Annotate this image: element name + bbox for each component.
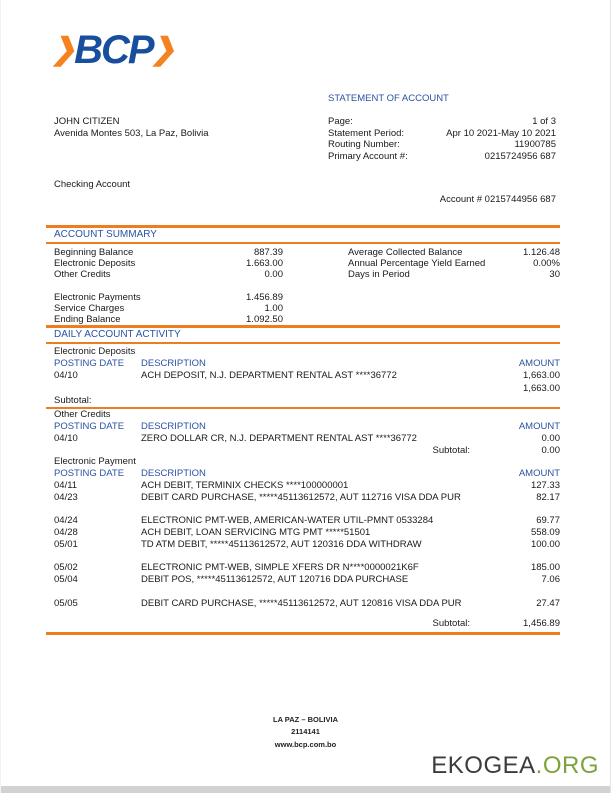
account-number-line: Account # 0215744956 687	[439, 194, 556, 205]
table-row	[54, 515, 560, 527]
cell-date: 04/11	[54, 479, 78, 491]
summary-row	[54, 314, 283, 325]
summary-right-column	[348, 247, 560, 281]
watermark-tld: .ORG	[535, 752, 599, 779]
table-row	[54, 539, 560, 551]
bcp-logo	[51, 30, 176, 70]
daily-activity-title: DAILY ACCOUNT ACTIVITY	[54, 329, 181, 340]
cell-description: ELECTRONIC PMT-WEB, AMERICAN-WATER UTIL-PMNT 0533284	[141, 515, 434, 527]
summary-label: Electronic Deposits	[54, 258, 136, 270]
field-label: Statement Period:	[328, 127, 405, 139]
total-amount-row	[54, 383, 560, 395]
cell-amount: 1,663.00	[523, 369, 560, 381]
footer-city: LA PAZ – BOLIVIA	[272, 715, 338, 724]
table-header-row	[54, 421, 560, 433]
footer-phone: 2114141	[291, 727, 320, 737]
chevron-left-icon: ❯	[51, 33, 77, 66]
electronic-deposits-label: Electronic Deposits	[54, 346, 136, 357]
electronic-payment-label: Electronic Payment	[54, 456, 136, 468]
cell-date	[54, 383, 141, 395]
summary-left-column	[54, 247, 283, 325]
subtotal-label: Subtotal:	[432, 444, 470, 456]
statement-content	[46, 225, 560, 635]
summary-value: 0.00	[264, 269, 283, 281]
subtotal-label: Subtotal:	[432, 617, 470, 629]
statement-field-period	[328, 128, 556, 140]
cell-description: TD ATM DEBIT, *****45113612572, AUT 120316 DDA WITHDRAW	[141, 538, 422, 550]
table-header-row	[54, 358, 560, 370]
summary-value: 1.00	[264, 302, 283, 314]
ekogea-watermark	[431, 752, 599, 780]
cell-description: ZERO DOLLAR CR, N.J. DEPARTMENT RENTAL AST ****36772	[141, 432, 417, 444]
cell-date: 04/10	[54, 432, 78, 444]
field-label: Primary Account #:	[328, 150, 408, 162]
summary-row	[348, 269, 560, 280]
summary-value: 1.663.00	[246, 258, 283, 270]
cell-date: 05/04	[54, 574, 78, 586]
field-value: 1 of 3	[532, 116, 556, 127]
cell-date: 04/10	[54, 369, 78, 381]
summary-label: Service Charges	[54, 302, 125, 314]
summary-row	[348, 247, 560, 258]
cell-description: ACH DEBIT, LOAN SERVICING MTG PMT *****51501	[141, 527, 371, 539]
customer-block	[54, 116, 209, 139]
statement-title: STATEMENT OF ACCOUNT	[328, 93, 449, 104]
cell-description: DEBIT CARD PURCHASE, *****45113612572, AUT 112716 VISA DDA PUR	[141, 491, 461, 503]
field-label: Routing Number:	[328, 139, 400, 151]
cell-description: DEBIT CARD PURCHASE, *****45113612572, AUT 120816 VISA DDA PUR	[141, 597, 462, 609]
table-row	[54, 598, 560, 610]
summary-row	[54, 269, 283, 280]
summary-label: Annual Percentage Yield Earned	[348, 258, 486, 270]
col-amount: AMOUNT	[518, 358, 560, 369]
summary-row-blank	[54, 281, 283, 292]
cell-description: ACH DEBIT, TERMINIX CHECKS ****100000001	[141, 479, 349, 491]
summary-row	[348, 258, 560, 269]
divider	[46, 342, 560, 344]
cell-date: 04/23	[54, 491, 78, 503]
statement-field-page	[328, 116, 556, 128]
cell-date	[54, 445, 141, 457]
subtotal-row	[54, 618, 560, 630]
bcp-logo-text: BCP	[74, 28, 153, 72]
cell-date: 05/01	[54, 538, 78, 550]
account-summary-title: ACCOUNT SUMMARY	[54, 229, 157, 240]
summary-label: Days in Period	[348, 269, 410, 281]
cell-amount: 69.77	[536, 515, 560, 527]
cell-amount: 185.00	[530, 562, 560, 574]
footer	[1, 714, 610, 751]
customer-name: JOHN CITIZEN	[54, 116, 120, 127]
summary-value: 1.456.89	[246, 291, 283, 303]
watermark-name: EKOGEA	[431, 752, 536, 779]
summary-label: Average Collected Balance	[348, 247, 463, 258]
col-description: DESCRIPTION	[141, 421, 206, 433]
table-row	[54, 492, 560, 504]
table-row	[54, 480, 560, 492]
electronic-payment-table	[46, 468, 560, 629]
subtotal-value: 1,456.89	[523, 617, 560, 629]
table-row	[54, 527, 560, 539]
col-posting-date: POSTING DATE	[54, 468, 125, 480]
cell-amount: 7.06	[541, 574, 560, 586]
field-label: Page:	[328, 116, 353, 127]
summary-row	[54, 292, 283, 303]
cell-date: 05/05	[54, 597, 78, 609]
table-header-row	[54, 468, 560, 480]
cell-amount: 27.47	[536, 597, 560, 609]
account-summary-table	[46, 244, 560, 325]
summary-label: Ending Balance	[54, 314, 121, 326]
cell-date: 04/24	[54, 515, 78, 527]
statement-field-primary-account	[328, 151, 556, 163]
col-posting-date: POSTING DATE	[54, 421, 125, 433]
field-value: 11900785	[514, 139, 556, 151]
field-value: Apr 10 2021-May 10 2021	[446, 127, 556, 139]
other-credits-table	[46, 421, 560, 456]
col-amount: AMOUNT	[518, 468, 560, 480]
divider	[46, 632, 560, 635]
cell-date: 05/02	[54, 562, 78, 574]
summary-label: Electronic Payments	[54, 291, 141, 303]
cell-description: ACH DEPOSIT, N.J. DEPARTMENT RENTAL AST ****36772	[141, 369, 397, 381]
table-row	[54, 562, 560, 574]
cell-amount: 0.00	[541, 432, 560, 444]
account-type-label: Checking Account	[54, 179, 131, 190]
cell-amount: 82.17	[536, 491, 560, 503]
col-amount: AMOUNT	[518, 421, 560, 433]
cell-date	[54, 618, 141, 630]
electronic-deposits-table	[46, 358, 560, 395]
summary-value: 887.39	[253, 247, 283, 258]
footer-website: www.bcp.com.bo	[274, 739, 337, 749]
cell-description: ELECTRONIC PMT-WEB, SIMPLE XFERS DR N****0000021K6F	[141, 562, 419, 574]
summary-value: 1.092.50	[246, 314, 283, 326]
summary-value: 30	[549, 269, 560, 281]
subtotal-row	[54, 445, 560, 457]
col-description: DESCRIPTION	[141, 468, 206, 480]
chevron-right-icon: ❯	[150, 33, 176, 66]
cell-amount: 558.09	[530, 527, 560, 539]
cell-description	[141, 383, 470, 395]
summary-row	[54, 258, 283, 269]
other-credits-label: Other Credits	[54, 409, 111, 421]
cell-date: 04/28	[54, 527, 78, 539]
summary-row	[54, 247, 283, 258]
cell-amount: 127.33	[530, 479, 560, 491]
summary-value: 0.00%	[533, 258, 560, 270]
statement-fields	[328, 116, 556, 162]
summary-value: 1.126.48	[523, 247, 560, 258]
col-posting-date: POSTING DATE	[54, 358, 125, 369]
col-description: DESCRIPTION	[141, 358, 206, 369]
summary-row	[54, 303, 283, 314]
table-row	[54, 433, 560, 445]
summary-label: Beginning Balance	[54, 247, 134, 258]
subtotal-label: Subtotal:	[54, 395, 92, 407]
table-row	[54, 370, 560, 382]
field-value: 0215724956 687	[484, 150, 556, 162]
subtotal-value: 0.00	[541, 444, 560, 456]
page-bottom-edge	[1, 786, 610, 793]
cell-description: DEBIT POS, *****45113612572, AUT 120716 DDA PURCHASE	[141, 574, 409, 586]
table-row	[54, 574, 560, 586]
statement-field-routing	[328, 139, 556, 151]
customer-address: Avenida Montes 503, La Paz, Bolivia	[54, 127, 209, 139]
cell-amount: 1,663.00	[523, 383, 560, 395]
summary-label: Other Credits	[54, 269, 111, 281]
cell-amount: 100.00	[530, 538, 560, 550]
